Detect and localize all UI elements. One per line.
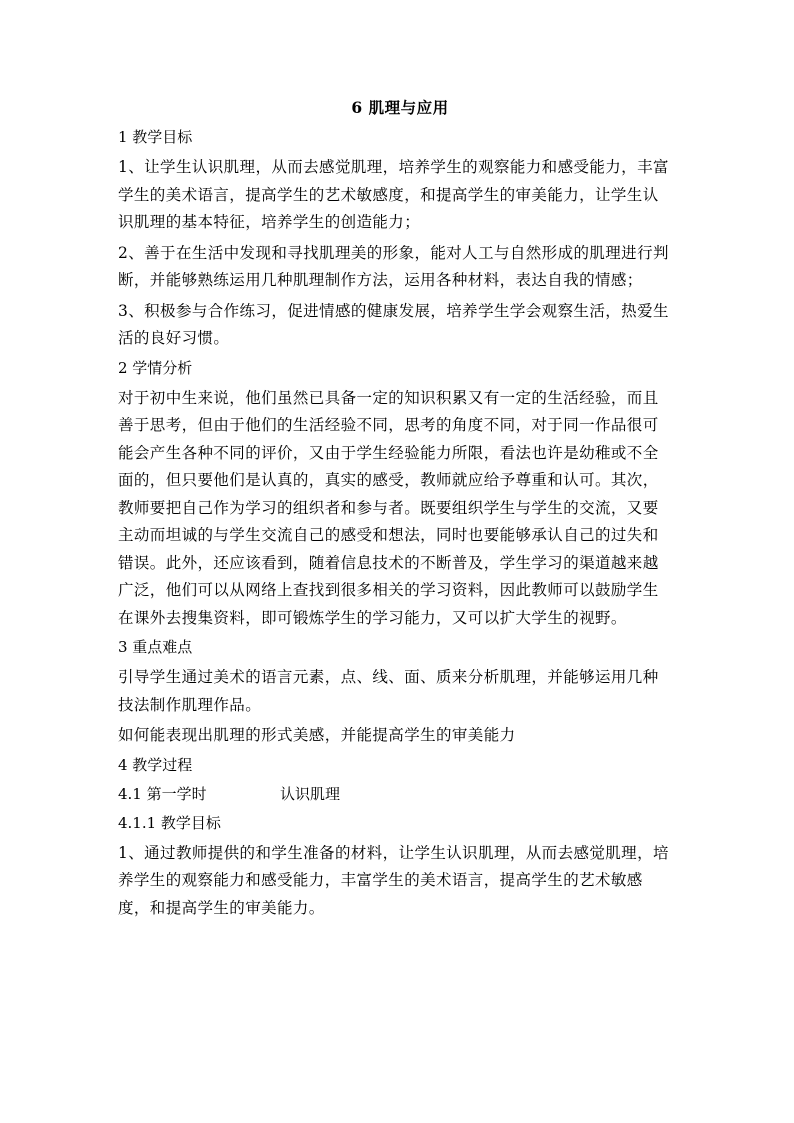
subsection-number: 4.1 第一学时 xyxy=(118,784,207,803)
subsection-heading-first-lesson xyxy=(118,781,682,808)
section-heading-learner-analysis: 2 学情分析 xyxy=(118,358,193,377)
text-line: 识肌理的基本特征，培养学生的创造能力； xyxy=(118,213,421,231)
text-line: 如何能表现出肌理的形式美感，并能提高学生的审美能力 xyxy=(118,726,516,744)
text-line: 度，和提高学生的审美能力。 xyxy=(118,898,325,917)
text-line: 面的，但只要他们是认真的，真实的感受，教师就应给予尊重和认可。其次， xyxy=(118,471,659,489)
section-heading-teaching-goals: 1 教学目标 xyxy=(118,128,193,146)
section-heading-teaching-process: 4 教学过程 xyxy=(118,755,193,774)
subsection-title: 认识肌理 xyxy=(280,784,341,803)
goal-paragraph-3 xyxy=(118,298,682,353)
text-line: 善于思考，但由于他们的生活经验不同，思考的角度不同，对于同一作品很可 xyxy=(118,416,659,434)
text-line: 错误。此外，还应该看到，随着信息技术的不断普及，学生学习的渠道越来越 xyxy=(118,553,659,572)
section-heading-key-points: 3 重点难点 xyxy=(118,638,193,656)
text-line: 养学生的观察能力和感受能力，丰富学生的美术语言，提高学生的艺术敏感 xyxy=(118,871,643,889)
text-line: 3、积极参与合作练习，促进情感的健康发展，培养学生学会观察生活，热爱生 xyxy=(118,301,669,320)
text-line: 能会产生各种不同的评价，又由于学生经验能力所限，看法也许是幼稚或不全 xyxy=(118,443,659,462)
text-line: 主动而坦诚的与学生交流自己的感受和想法，同时也要能够承认自己的过失和 xyxy=(118,526,659,544)
difficulty-paragraph xyxy=(118,722,682,750)
document-title: 6 肌理与应用 xyxy=(351,98,449,117)
text-line: 技法制作肌理作品。 xyxy=(118,695,262,714)
document-page xyxy=(118,94,682,922)
text-line: 学生的美术语言，提高学生的艺术敏感度，和提高学生的审美能力，让学生认 xyxy=(118,185,659,204)
goal-paragraph-1 xyxy=(118,154,682,237)
text-line: 活的良好习惯。 xyxy=(118,329,230,347)
subsubsection-heading-teaching-goals: 4.1.1 教学目标 xyxy=(118,813,221,832)
lesson-goal-paragraph xyxy=(118,840,682,923)
text-line: 引导学生通过美术的语言元素，点、线、面、质来分析肌理，并能够运用几种 xyxy=(118,668,659,686)
goal-paragraph-2 xyxy=(118,240,682,295)
text-line: 断，并能够熟练运用几种肌理制作方法，运用各种材料，表达自我的情感； xyxy=(118,271,643,289)
analysis-paragraph xyxy=(118,385,682,633)
key-point-paragraph xyxy=(118,664,682,719)
text-line: 教师要把自己作为学习的组织者和参与者。既要组织学生与学生的交流，又要 xyxy=(118,498,659,517)
text-line: 2、善于在生活中发现和寻找肌理美的形象，能对人工与自然形成的肌理进行判 xyxy=(118,243,669,262)
text-line: 广泛，他们可以从网络上查找到很多相关的学习资料，因此教师可以鼓励学生 xyxy=(118,581,659,599)
text-line: 1、让学生认识肌理，从而去感觉肌理，培养学生的观察能力和感受能力，丰富 xyxy=(118,158,669,176)
text-line: 在课外去搜集资料，即可锻炼学生的学习能力，又可以扩大学生的视野。 xyxy=(118,608,627,627)
text-line: 1、通过教师提供的和学生准备的材料，让学生认识肌理，从而去感觉肌理，培 xyxy=(118,843,669,862)
text-line: 对于初中生来说，他们虽然已具备一定的知识积累又有一定的生活经验，而且 xyxy=(118,388,659,407)
